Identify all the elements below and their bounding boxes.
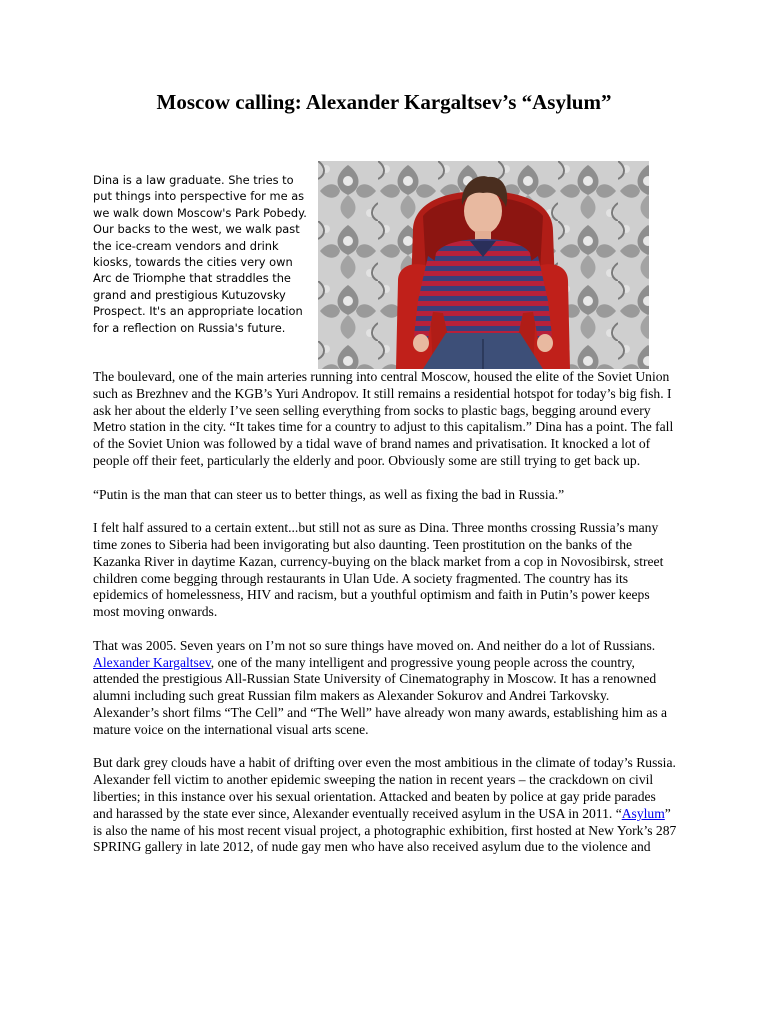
asylum-link[interactable]: Asylum — [621, 805, 665, 821]
article-body — [93, 369, 678, 873]
intro-paragraph: Dina is a law graduate. She tries to put things into perspective for me as we walk down Moscow's Park Pobedy. Our backs to the west, we walk past the ice-cream vendors and drink kiosks, towards the cities very own Arc de Triomphe that straddles the grand and prestigious Kutuzovsky Prospect. It's an appropriate location for a reflection on Russia's future. — [93, 173, 307, 335]
paragraph-putin-quote: “Putin is the man that can steer us to better things, as well as fixing the bad in Russia.” — [93, 486, 565, 502]
kargaltsev-link[interactable]: Alexander Kargaltsev — [93, 654, 211, 670]
article-title: Moscow calling: Alexander Kargaltsev’s “Asylum” — [156, 90, 612, 114]
paragraph-asylum — [93, 755, 678, 856]
paragraph-russia-travels: I felt half assured to a certain extent...but still not as sure as Dina. Three months crossing Russia’s many time zones to Siberia had been invigorating but also daunting. Teen prostitution on the banks of the Kazanka River in daytime Kazan, currency-buying on the black market from a cop in Novosibirsk, street children come begging through restaurants in Ulan Ude. A society fragmented. The country has its epidemics of homelessness, HIV and racism, but a youthful optimism and faith in Putin’s power keeps most moving onwards. — [93, 520, 664, 620]
paragraph-kargaltsev — [93, 638, 678, 739]
paragraph-boulevard: The boulevard, one of the main arteries running into central Moscow, housed the elite of the Soviet Union such as Brezhnev and the KGB’s Yuri Andropov. It still remains a residential hotspot for today’s big fish. I ask her about the elderly I’ve seen selling everything from socks to plastic bags, begging around every Metro station in the city. “It takes time for a country to adjust to this capitalism.” Dina has a point. The fall of the Soviet Union was followed by a tidal wave of brand names and privatisation. It knocked a lot of people off their feet, particularly the elderly and poor. Obviously some are still trying to get back up. — [93, 369, 674, 468]
portrait-photo-illustration — [318, 161, 649, 369]
paragraph-kargaltsev-text-b: , one of the many intelligent and progressive young people across the country, attended the prestigious All-Russian State University of Cinematography in Moscow. It has a renowned alumni including such great Russian film makers as Alexander Sokurov and Andrei Tarkovsky. Alexander’s short films “The Cell” and “The Well” have already won many awards, establishing him as a mature voice on the international visual arts scene. — [93, 654, 668, 737]
paragraph-kargaltsev-text-a: That was 2005. Seven years on I’m not so sure things have moved on. And neither do a lot of Russians. — [93, 637, 656, 653]
paragraph-asylum-text-b: ” is also the name of his most recent visual project, a photographic exhibition, first hosted at New York’s 287 SPRING gallery in late 2012, of nude gay men who have also received asylum due to the violence and — [93, 805, 677, 855]
paragraph-asylum-text-a: But dark grey clouds have a habit of drifting over even the most ambitious in the climate of today’s Russia. Alexander fell victim to another epidemic sweeping the nation in recent years – the crackdown on civil liberties; in this instance over his sexual orientation. Attacked and beaten by police at gay pride parades and harassed by the state ever since, Alexander eventually received asylum in the USA in 2011. “ — [93, 755, 676, 821]
portrait-photo — [318, 161, 649, 369]
